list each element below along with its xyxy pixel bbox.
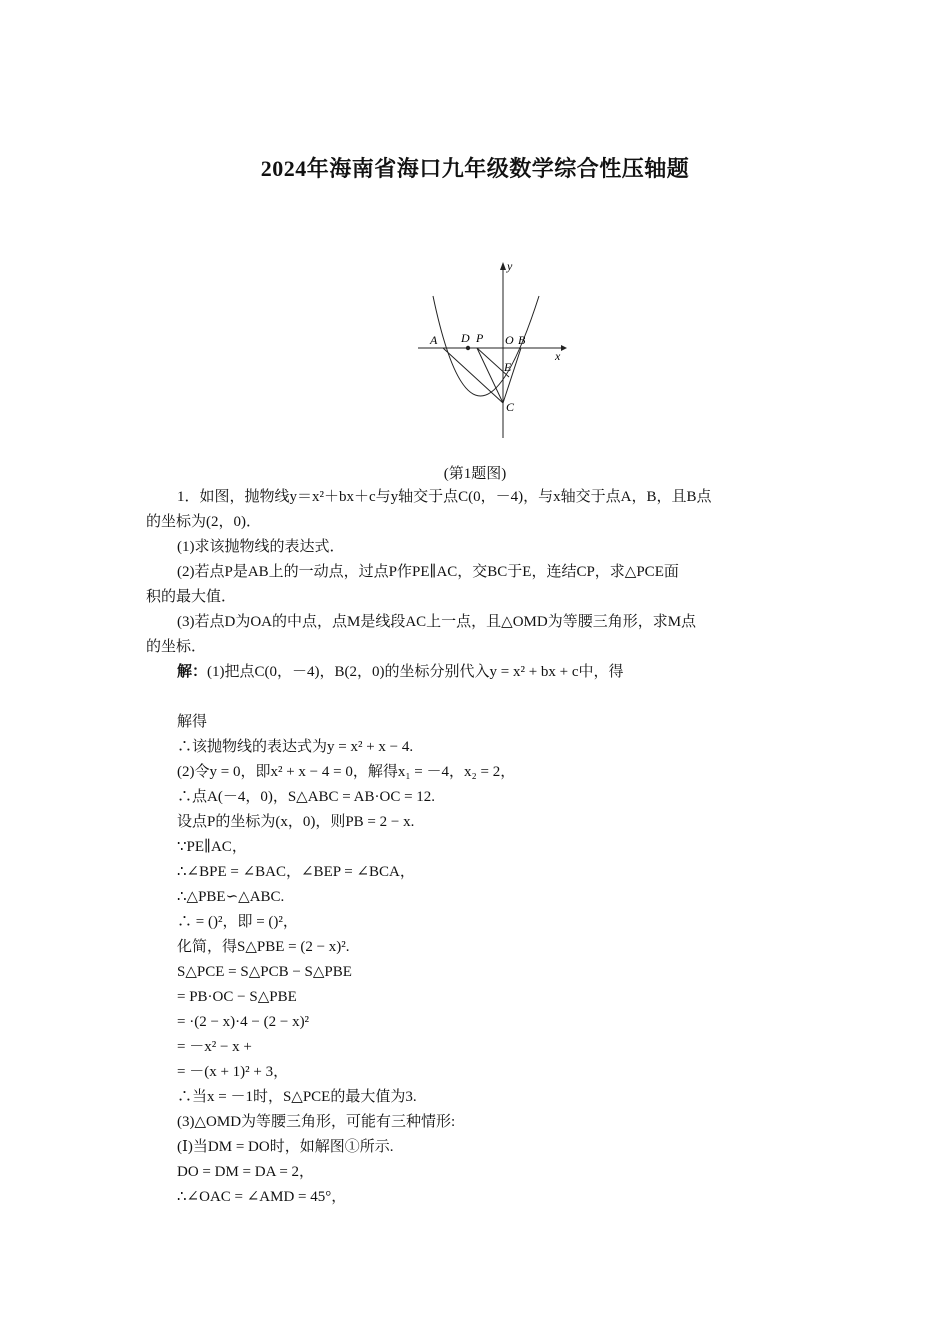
solution-s9: ∴△PBE∽△ABC. xyxy=(177,889,285,905)
solution-s10: ∴ = ()²，即 = ()²， xyxy=(177,914,298,930)
solution-s13: = PB·OC − S△PBE xyxy=(177,989,297,1005)
solution-s15: = －x² − x + xyxy=(177,1039,252,1055)
label-d: D xyxy=(461,331,470,345)
segment-pc xyxy=(477,348,503,403)
solution-s11: 化简，得S△PBE = (2 − x)². xyxy=(177,939,350,955)
solution-s12: S△PCE = S△PCB − S△PBE xyxy=(177,964,352,980)
segment-ac xyxy=(443,348,503,403)
figure-caption: (第1题图) xyxy=(443,466,507,482)
y-axis-arrow xyxy=(500,262,506,270)
problem-line1: 1．如图，抛物线y＝x²＋bx＋c与y轴交于点C(0，－4)，与x轴交于点A，B，且B点 xyxy=(177,489,712,505)
solution-s17: ∴当x = －1时，S△PCE的最大值为3. xyxy=(177,1089,417,1105)
question-3-line2: 的坐标． xyxy=(146,639,207,655)
label-b: B xyxy=(518,333,526,347)
solution-s8: ∴∠BPE = ∠BAC，∠BEP = ∠BCA， xyxy=(177,864,415,880)
problem-line2: 的坐标为(2，0)． xyxy=(146,514,261,530)
question-2-line1: (2)若点P是AB上的一动点，过点P作PE∥AC，交BC于E，连结CP，求△PCE面 xyxy=(177,564,679,580)
point-d xyxy=(466,346,470,350)
label-c: C xyxy=(506,400,515,414)
solution-s2: 解得 xyxy=(177,714,208,730)
label-a: A xyxy=(430,333,438,347)
solution-s1: (1)把点C(0，－4)，B(2，0)的坐标分别代入y = x² + bx + c中，得 xyxy=(207,664,624,680)
question-3-line1: (3)若点D为OA的中点，点M是线段AC上一点，且△OMD为等腰三角形，求M点 xyxy=(177,614,697,630)
label-x: x xyxy=(555,349,561,363)
label-o: O xyxy=(505,333,514,347)
label-y: y xyxy=(507,259,513,273)
solution-s16: = －(x + 1)² + 3， xyxy=(177,1064,289,1080)
solution-s4: (2)令y = 0，即x² + x − 4 = 0，解得x₁ = －4，x₂ = 2， xyxy=(177,764,516,780)
solution-s3: ∴该抛物线的表达式为y = x² + x − 4. xyxy=(177,739,414,755)
solution-step-1 xyxy=(177,661,624,683)
page-title: 2024年海南省海口九年级数学综合性压轴题 xyxy=(260,156,690,181)
solution-head: 解： xyxy=(177,664,208,680)
solution-s5: ∴点A(－4，0)，S△ABC = AB·OC = 12. xyxy=(177,789,436,805)
solution-s14: = ·(2 − x)·4 − (2 − x)² xyxy=(177,1014,310,1030)
label-p: P xyxy=(476,331,484,345)
parabola-figure xyxy=(415,256,570,446)
solution-s19: (Ⅰ)当DM = DO时，如解图①所示. xyxy=(177,1139,394,1155)
solution-s7: ∵PE∥AC， xyxy=(177,839,247,855)
solution-s18: (3)△OMD为等腰三角形，可能有三种情形: xyxy=(177,1114,456,1130)
question-2-line2: 积的最大值． xyxy=(146,589,237,605)
label-e: E xyxy=(504,360,512,374)
solution-s6: 设点P的坐标为(x，0)，则PB = 2 − x. xyxy=(177,814,415,830)
solution-s21: ∴∠OAC = ∠AMD = 45°， xyxy=(177,1189,347,1205)
solution-s20: DO = DM = DA = 2， xyxy=(177,1164,315,1180)
x-axis-arrow xyxy=(561,345,567,351)
question-1: (1)求该抛物线的表达式． xyxy=(177,539,345,555)
